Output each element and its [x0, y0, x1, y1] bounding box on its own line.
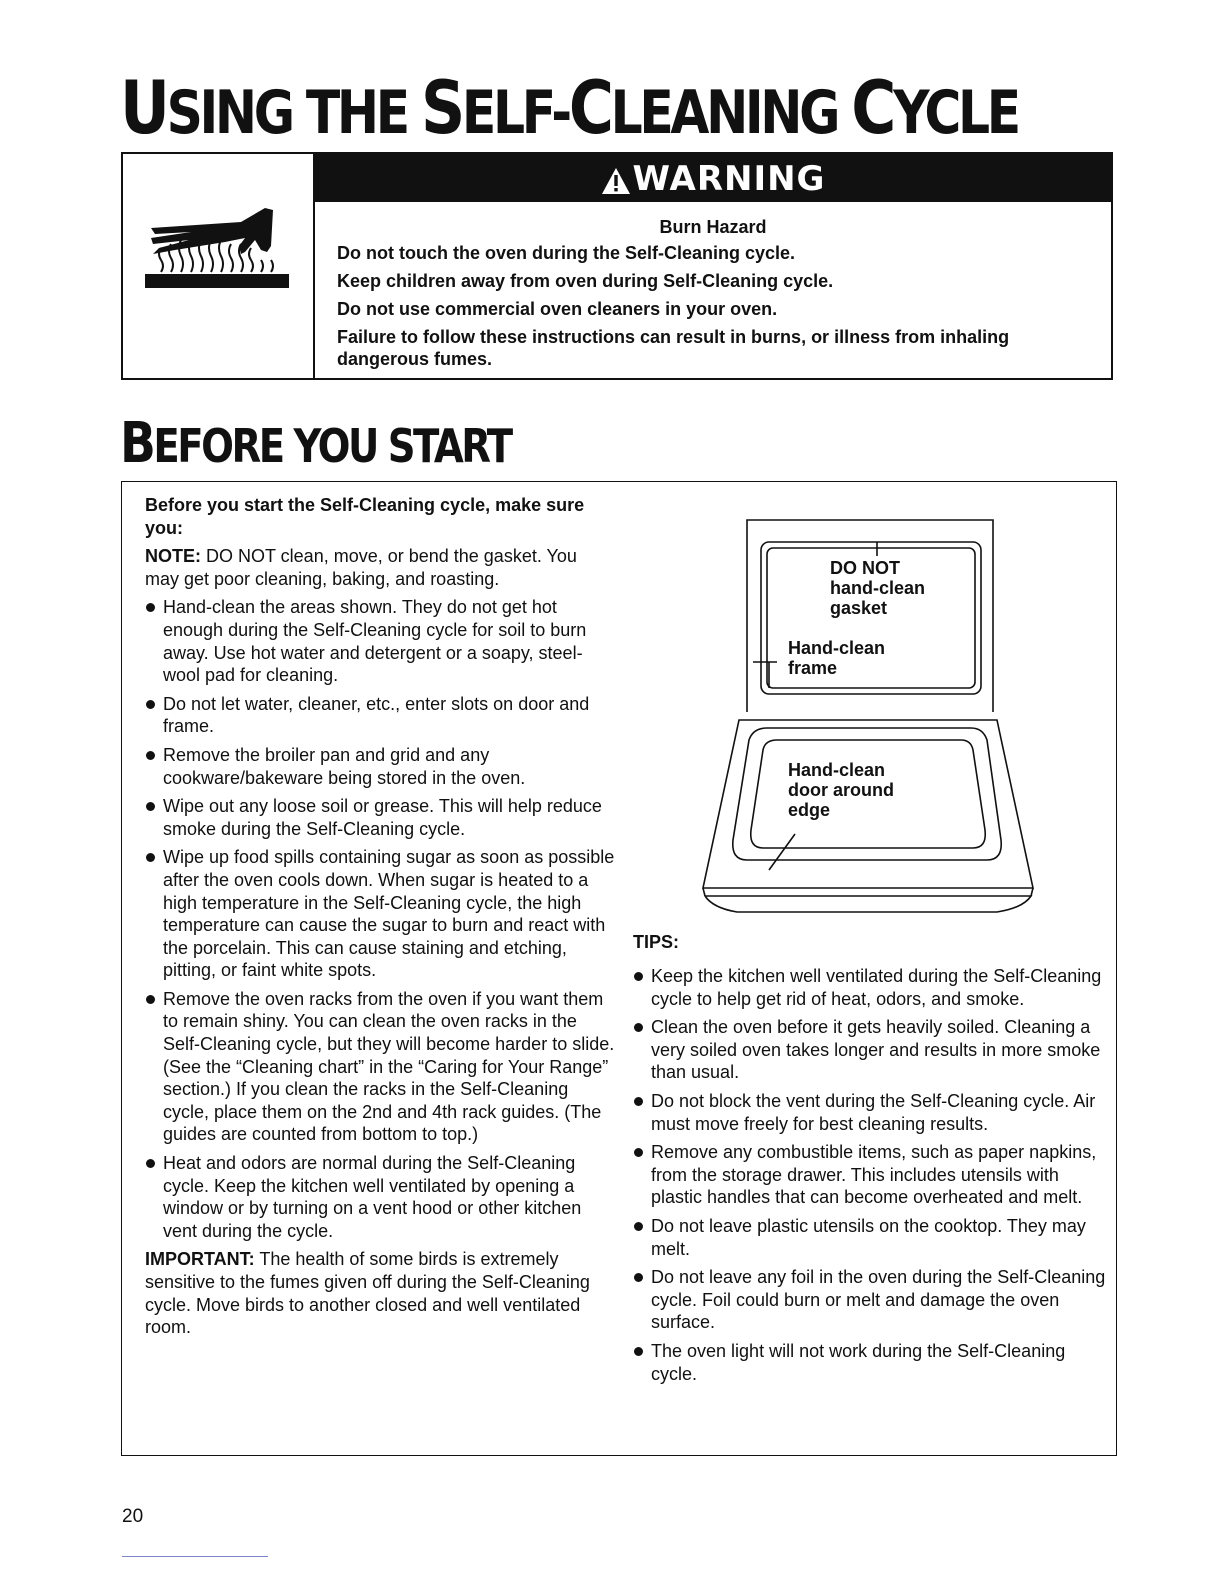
warning-line: Failure to follow these instructions can result in burns, or illness from inhaling dangerous fumes. — [337, 327, 1010, 369]
list-item: Keep the kitchen well ventilated during the Self-Cleaning cycle to help get rid of heat, odors, and smoke. — [633, 965, 1113, 1010]
tips-list — [633, 965, 1113, 1385]
list-item: Do not leave plastic utensils on the cooktop. They may melt. — [633, 1215, 1113, 1260]
note-text: DO NOT clean, move, or bend the gasket. You may get poor cleaning, baking, and roasting. — [145, 546, 577, 589]
frame-label-line2: frame — [788, 658, 838, 678]
door-label-line1: Hand-clean — [788, 760, 886, 780]
list-item: Remove any combustible items, such as paper napkins, from the storage drawer. This includes utensils with plastic handles that can become overheated and melt. — [633, 1141, 1113, 1209]
list-item: Heat and odors are normal during the Self-Cleaning cycle. Keep the kitchen well ventilated by opening a window or by turning on a vent hood or other kitchen vent during the cycle. — [145, 1152, 615, 1242]
gasket-label-line2: hand-clean — [830, 578, 926, 598]
important-paragraph — [145, 1248, 615, 1338]
tips-column — [633, 965, 1113, 1391]
list-item: Wipe out any loose soil or grease. This will help reduce smoke during the Self-Cleaning cycle. — [145, 795, 615, 840]
list-item: Do not leave any foil in the oven during the Self-Cleaning cycle. Foil could burn or melt and damage the oven surface. — [633, 1266, 1113, 1334]
door-label-line3: edge — [788, 800, 831, 820]
list-item: Clean the oven before it gets heavily soiled. Cleaning a very soiled oven takes longer and results in more smoke than usual. — [633, 1016, 1113, 1084]
intro-text: Before you start the Self-Cleaning cycle, make sure you: — [145, 495, 585, 538]
list-item: Remove the oven racks from the oven if you want them to remain shiny. You can clean the oven racks in the Self-Cleaning cycle, but they will become harder to slide. (See the “Cleaning chart” in the “Caring for Your Range” section.) If you clean the racks in the Self-Cleaning cycle, place them on the 2nd and 4th rack guides. (The guides are counted from bottom to top.) — [145, 988, 615, 1146]
hot-surface-hand-icon — [145, 194, 295, 294]
warning-triangle-icon — [601, 167, 631, 195]
note-paragraph — [145, 545, 615, 590]
section-title: BEFORE YOU START — [120, 411, 511, 476]
warning-banner: WARNING — [315, 154, 1111, 202]
warning-line: Do not use commercial oven cleaners in your oven. — [337, 299, 778, 319]
list-item: Wipe up food spills containing sugar as soon as possible after the oven cools down. When sugar is heated to a high temperature in the Self-Cleaning cycle, the high temperature can cause the sugar to burn and react with the porcelain. This can cause staining and etching, pitting, or faint white spots. — [145, 846, 615, 982]
list-item: Hand-clean the areas shown. They do not get hot enough during the Self-Cleaning cycle for soil to burn away. Use hot water and detergent or a soapy, steel-wool pad for cleaning. — [145, 596, 615, 686]
oven-door-drawing — [703, 720, 1033, 912]
instructions-column — [145, 494, 615, 1339]
page-title: USING THE SELF-CLEANING CYCLE — [120, 66, 1018, 151]
frame-label-line1: Hand-clean — [788, 638, 886, 658]
warning-heading: Burn Hazard — [659, 217, 767, 237]
tips-title: TIPS: — [633, 932, 680, 952]
list-item: The oven light will not work during the Self-Cleaning cycle. — [633, 1340, 1113, 1385]
gasket-label-line1: DO NOT — [830, 558, 900, 578]
list-item: Do not let water, cleaner, etc., enter slots on door and frame. — [145, 693, 615, 738]
important-text: The health of some birds is extremely sensitive to the fumes given off during the Self-Cleaning cycle. Move birds to another closed and well ventilated room. — [145, 1249, 590, 1338]
door-label-line2: door around — [788, 780, 894, 800]
note-label: NOTE: — [145, 546, 201, 567]
oven-cleaning-diagram — [697, 514, 1037, 926]
gasket-label-line3: gasket — [830, 598, 888, 618]
warning-lines — [337, 242, 1089, 376]
before-you-start-box — [121, 481, 1117, 1456]
burn-hazard-warning — [121, 152, 1113, 380]
list-item: Do not block the vent during the Self-Cleaning cycle. Air must move freely for best cleaning results. — [633, 1090, 1113, 1135]
important-label: IMPORTANT: — [145, 1249, 255, 1270]
list-item: Remove the broiler pan and grid and any cookware/bakeware being stored in the oven. — [145, 744, 615, 789]
footer-rule — [122, 1556, 268, 1557]
page-number: 20 — [122, 1506, 144, 1527]
warning-line: Keep children away from oven during Self-Cleaning cycle. — [337, 271, 834, 291]
instruction-list — [145, 596, 615, 1242]
warning-icon-panel — [123, 154, 315, 378]
warning-line: Do not touch the oven during the Self-Cleaning cycle. — [337, 243, 796, 263]
